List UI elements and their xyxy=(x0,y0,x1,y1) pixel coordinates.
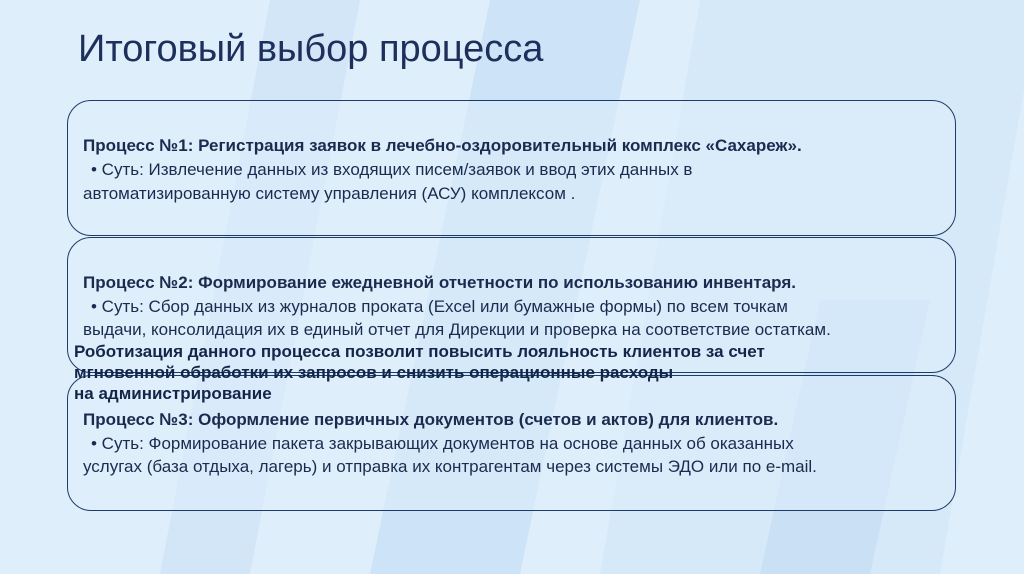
process-1-bullet: • Суть: Извлечение данных из входящих писем/заявок и ввод этих данных в xyxy=(91,160,693,179)
slide-title: Итоговый выбор процесса xyxy=(78,28,544,70)
process-2-bullet-cont: выдачи, консолидация их в единый отчет для Дирекции и проверка на соответствие остаткам. xyxy=(83,320,831,339)
automation-note-line-3: на администрирование xyxy=(74,384,272,403)
process-3-bullet: • Суть: Формирование пакета закрывающих документов на основе данных об оказанных xyxy=(91,434,794,453)
process-3-heading: Процесс №3: Оформление первичных документов (счетов и актов) для клиентов. xyxy=(83,410,779,429)
automation-note-line-2: мгновенной обработки их запросов и снизить операционные расходы xyxy=(74,363,674,382)
process-1-bullet-cont: автоматизированную систему управления (АСУ) комплексом . xyxy=(83,184,576,203)
process-1-heading: Процесс №1: Регистрация заявок в лечебно-оздоровительный комплекс «Сахареж». xyxy=(83,136,802,155)
automation-note xyxy=(74,341,765,404)
process-2-bullet: • Суть: Сбор данных из журналов проката (Excel или бумажные формы) по всем точкам xyxy=(91,297,788,316)
automation-note-line-1: Роботизация данного процесса позволит повысить лояльность клиентов за счет xyxy=(74,342,765,361)
process-2-heading: Процесс №2: Формирование ежедневной отчетности по использованию инвентаря. xyxy=(83,273,796,292)
process-3-bullet-cont: услугах (база отдыха, лагерь) и отправка их контрагентам через системы ЭДО или по e-mail. xyxy=(83,457,817,476)
